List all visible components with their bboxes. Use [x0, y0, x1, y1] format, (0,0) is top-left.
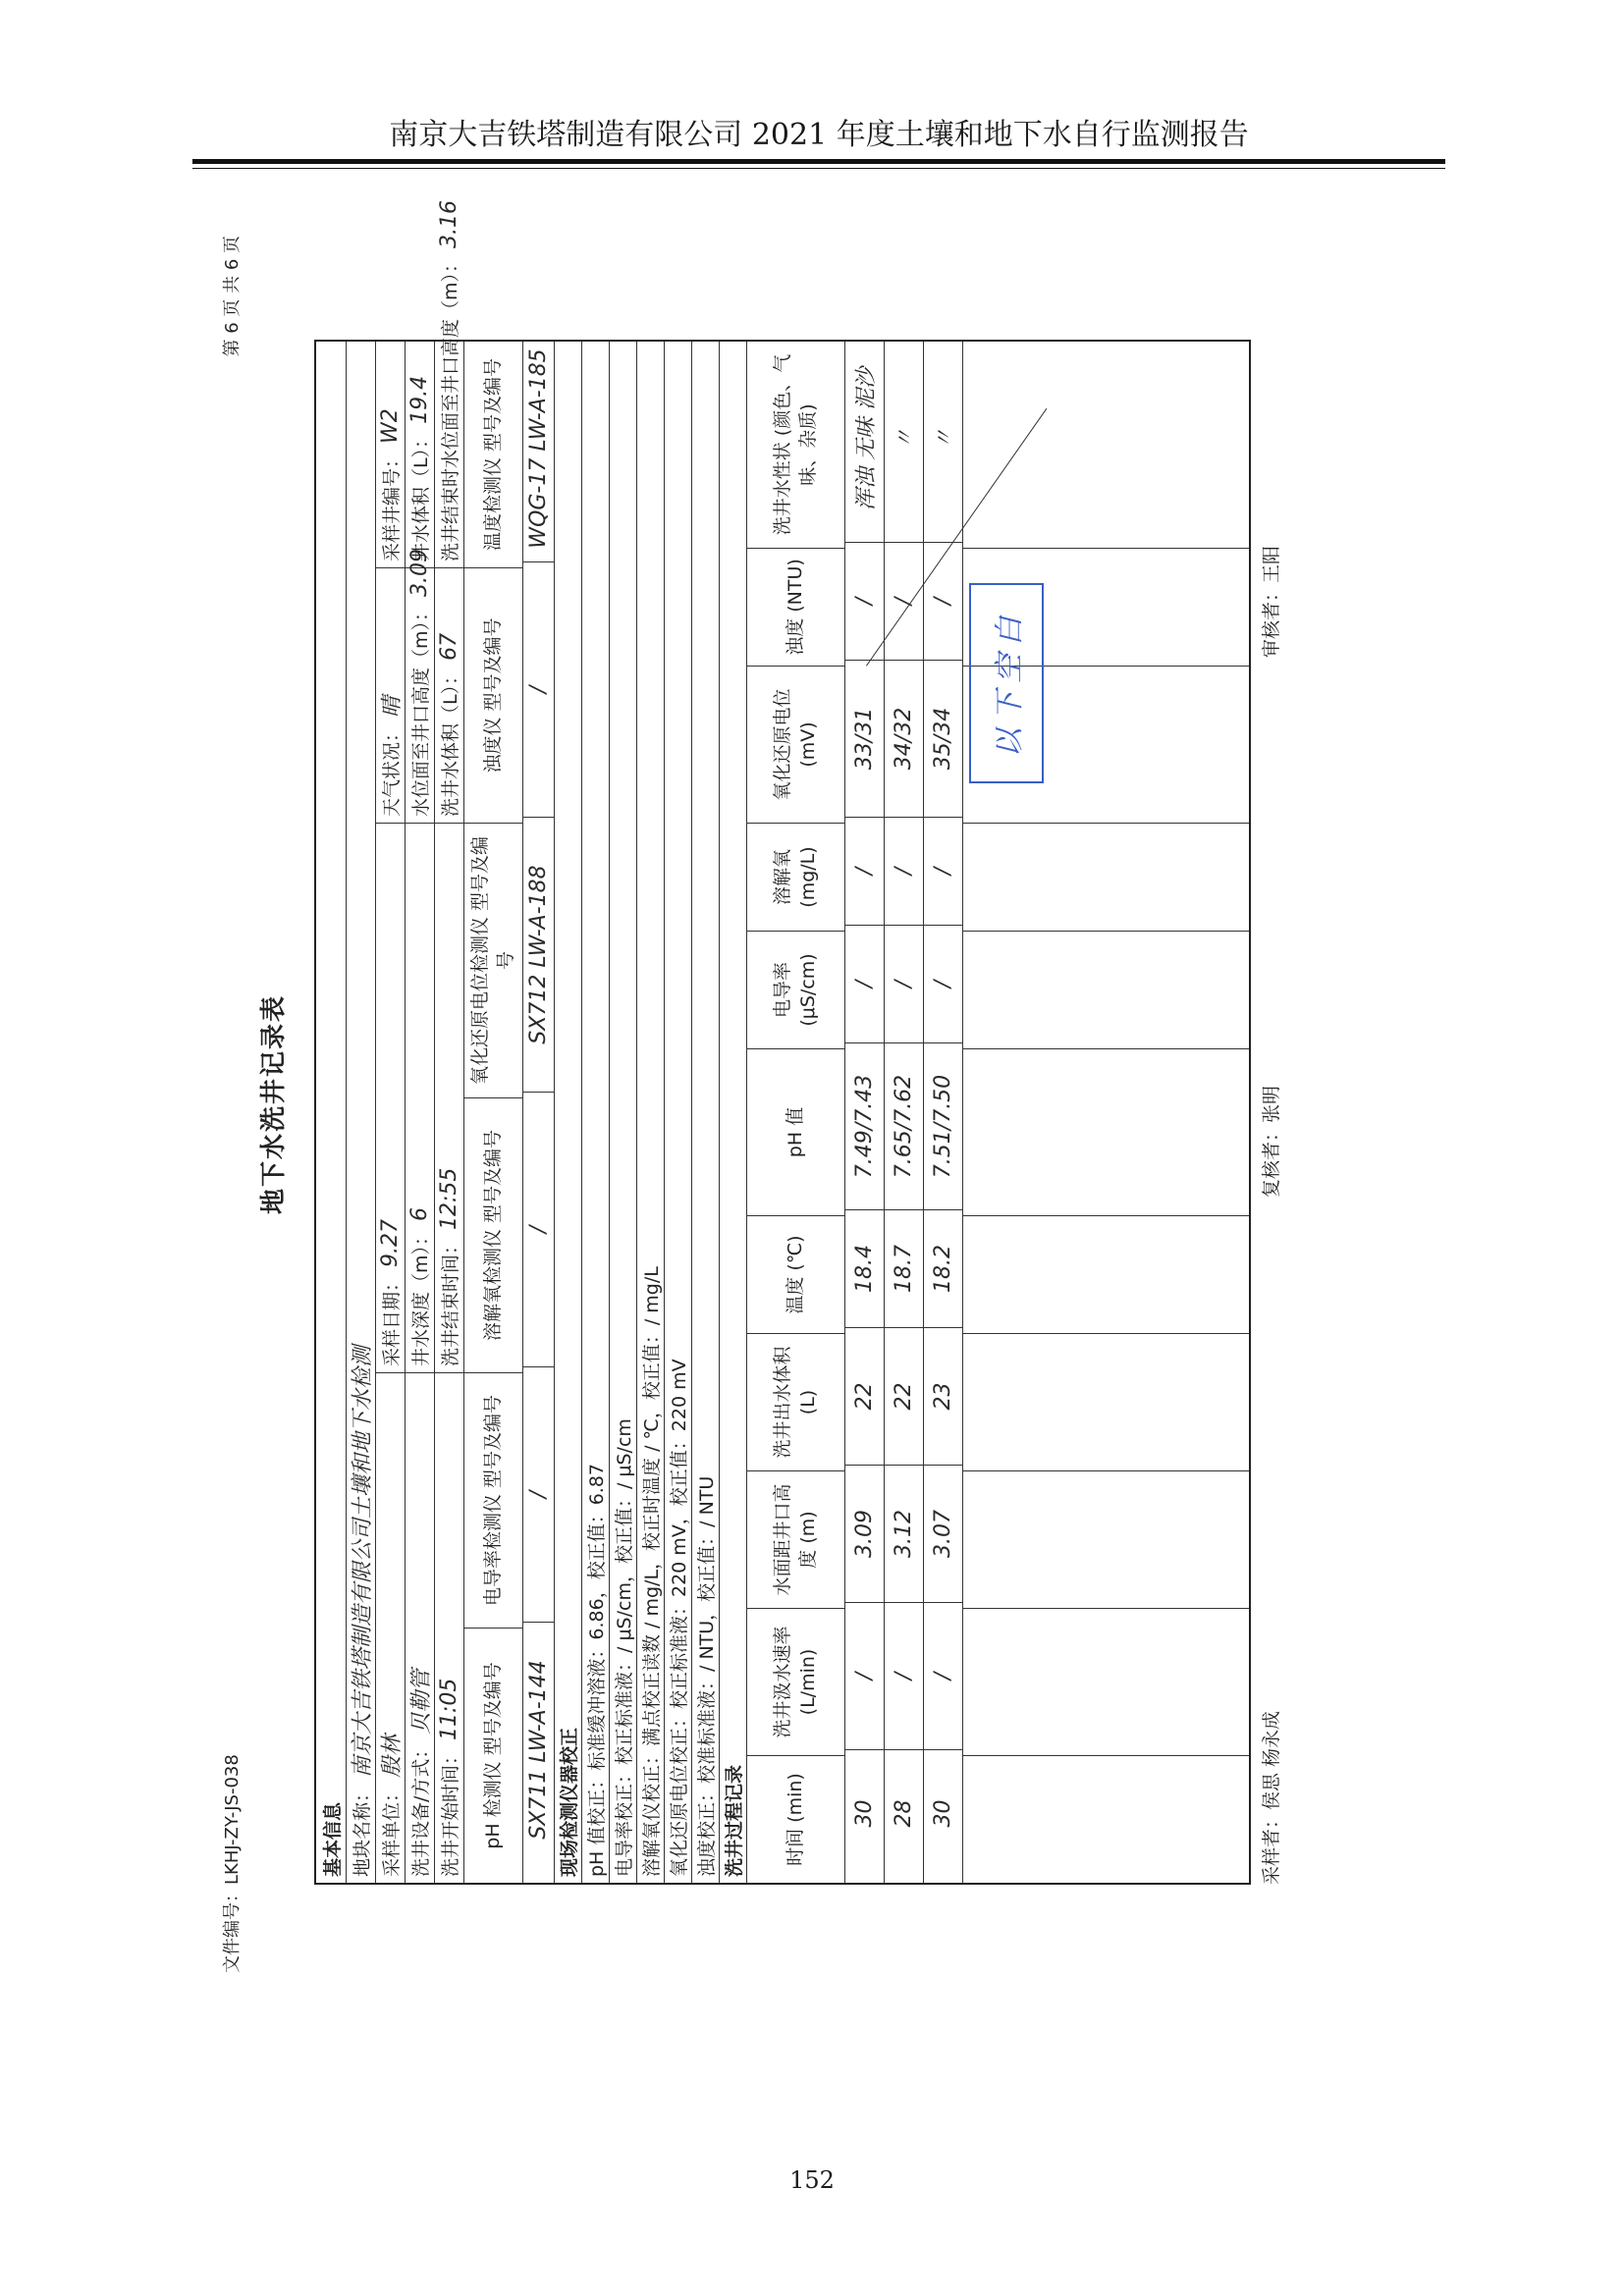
report-header-title: 南京大吉铁塔制造有限公司 2021 年度土壤和地下水自行监测报告	[389, 118, 1249, 152]
water-to-top	[405, 549, 434, 823]
cell-orp: 35/34	[923, 660, 962, 817]
do-instrument-value: /	[522, 1092, 554, 1366]
well-id-value: W2	[377, 408, 403, 444]
well-volume-value: 19.4	[406, 375, 432, 424]
cell-appearance: 浑浊 无味 泥沙	[853, 367, 879, 510]
sampling-unit	[375, 1372, 405, 1883]
well-volume	[405, 342, 434, 567]
cell-water-height: 3.09	[844, 1465, 884, 1602]
cell-temp: 18.2	[923, 1209, 962, 1327]
col-temp: 温度 (℃)	[746, 1215, 844, 1333]
calib-cond-row	[609, 342, 637, 1883]
cell-do: /	[884, 817, 923, 925]
cell-time: 30	[923, 1749, 962, 1877]
cond-instrument-value: /	[522, 1366, 554, 1622]
cell-turb: /	[844, 542, 884, 660]
end-water-value: 3.16	[436, 200, 461, 248]
plot-name	[346, 342, 375, 1883]
washing-record-table	[314, 200, 1251, 1885]
date-value: 9.27	[377, 1219, 403, 1267]
washing-equipment	[405, 1372, 434, 1883]
cell-ph: 7.51/7.50	[923, 1042, 962, 1209]
cell-do: /	[923, 817, 962, 925]
col-out-volume: 洗井出水体积 (L)	[746, 1333, 844, 1470]
unit-label: 采样单位：	[380, 1783, 403, 1877]
equip-value: 贝勒管	[408, 1669, 434, 1735]
wash-volume	[434, 567, 463, 823]
table-row	[884, 342, 924, 1883]
col-ph: pH 值	[746, 1048, 844, 1215]
cell-water-height: 3.07	[923, 1465, 962, 1602]
cell-cond: /	[844, 925, 884, 1042]
calib-cond: 电导率校正：校正标准液：/ μS/cm，校正值：/ μS/cm	[613, 1418, 635, 1877]
auditor-signature: 审核者：王阳	[1261, 545, 1282, 658]
cell-appearance: 〃	[893, 428, 918, 451]
turb-instrument-header: 浊度仪 型号及编号	[463, 567, 522, 823]
unit-value: 殷林	[379, 1734, 405, 1778]
rotated-form	[216, 200, 1282, 1983]
do-instrument-header: 溶解氧检测仪 型号及编号	[463, 1097, 522, 1372]
cell-temp: 18.4	[844, 1209, 884, 1327]
calib-ph-row	[581, 342, 610, 1883]
weather-label: 天气状况：	[380, 722, 403, 817]
form-title: 地下水洗井记录表	[259, 994, 289, 1215]
col-appearance: 洗井水性状 (颜色、气味、杂质)	[772, 353, 819, 536]
section-process-row	[719, 342, 747, 1883]
blank-cell	[962, 1215, 1249, 1333]
cell-turb: /	[884, 542, 923, 660]
temp-instrument-value: WQG-17 LW-A-185	[525, 348, 551, 549]
wash-volume-value: 67	[436, 632, 461, 661]
blank-cell	[962, 1048, 1249, 1215]
end-water-label: 洗井结束时水位面至井口高度（m）：	[439, 253, 461, 561]
temp-instrument-header: 温度检测仪 型号及编号	[482, 357, 504, 552]
cell-orp: 34/32	[884, 660, 923, 817]
cell-pump-rate: /	[844, 1602, 884, 1749]
end-water-level	[434, 200, 463, 567]
cell-out-volume: 22	[884, 1327, 923, 1465]
cell-ph: 7.49/7.43	[844, 1042, 884, 1209]
blank-cell	[962, 1470, 1249, 1608]
sampling-date	[375, 823, 405, 1372]
wash-start	[434, 1372, 463, 1883]
calib-ph: pH 值校正：标准缓冲溶液：6.86，校正值：6.87	[585, 1464, 608, 1877]
orp-instrument-header: 氧化还原电位检测仪 型号及编号	[463, 823, 522, 1097]
blank-below-stamp: 以下空白	[969, 583, 1044, 783]
equipment-row	[405, 342, 435, 1883]
cell-time: 28	[884, 1749, 923, 1877]
weather	[375, 567, 405, 823]
cell-temp: 18.7	[884, 1209, 923, 1327]
cell-out-volume: 23	[923, 1327, 962, 1465]
cell-water-height: 3.12	[884, 1465, 923, 1602]
end-value: 12:55	[436, 1167, 461, 1230]
blank-cell	[962, 823, 1249, 931]
start-value: 11:05	[436, 1678, 461, 1740]
blank-cell	[962, 1608, 1249, 1755]
well-volume-label: 井水体积（L）：	[409, 429, 432, 561]
col-orp: 氧化还原电位 (mV)	[746, 666, 844, 823]
wash-end	[434, 823, 463, 1372]
section-basic-row	[316, 342, 347, 1883]
instrument-value-row	[522, 342, 555, 1883]
calib-orp: 氧化还原电位校正：校正标准液：220 mV，校正值：220 mV	[668, 1359, 690, 1877]
ph-instrument-header: pH 检测仪 型号及编号	[463, 1628, 522, 1883]
orp-instrument-value: SX712 LW-A-188	[522, 817, 554, 1092]
start-label: 洗井开始时间：	[439, 1745, 461, 1877]
cell-appearance: 〃	[932, 428, 957, 451]
col-water-height: 水面距井口高度 (m)	[746, 1470, 844, 1608]
well-depth	[405, 823, 434, 1372]
water-to-top-label: 水位面至井口高度（m）：	[409, 602, 432, 817]
calib-turb-row	[691, 342, 720, 1883]
cell-cond: /	[923, 925, 962, 1042]
cell-orp: 33/31	[844, 660, 884, 817]
calib-orp-row	[664, 342, 692, 1883]
section-calib-row	[554, 342, 582, 1883]
depth-label: 井水深度（m）：	[409, 1226, 432, 1366]
reviewer-signature: 复核者：张明	[1261, 1085, 1282, 1198]
col-pump-rate: 洗井汲水速率 (L/min)	[746, 1608, 844, 1755]
header-rule-thin	[192, 168, 1445, 169]
cell-out-volume: 22	[844, 1327, 884, 1465]
cell-time: 30	[844, 1749, 884, 1877]
col-turb: 浊度 (NTU)	[746, 548, 844, 666]
plot-label: 地块名称：	[351, 1783, 373, 1877]
document-number: 文件编号：LKHJ-ZY-JS-038	[222, 1754, 243, 1973]
blank-cell	[962, 931, 1249, 1048]
page-info: 第 6 页 共 6 页	[222, 236, 243, 357]
header-rule-thick	[192, 159, 1445, 164]
cell-ph: 7.65/7.62	[884, 1042, 923, 1209]
cell-pump-rate: /	[923, 1602, 962, 1749]
blank-area	[962, 342, 1249, 1883]
turb-instrument-value: /	[522, 561, 554, 817]
cell-turb: /	[923, 542, 962, 660]
col-cond: 电导率 (μS/cm)	[746, 931, 844, 1048]
cell-pump-rate: /	[884, 1602, 923, 1749]
cell-cond: /	[884, 925, 923, 1042]
sampler-signature: 采样者：侯思 杨永成	[1261, 1710, 1282, 1885]
cell-do: /	[844, 817, 884, 925]
page-number: 152	[789, 2166, 835, 2194]
calib-do-row	[636, 342, 665, 1883]
weather-value: 晴	[379, 695, 405, 718]
section-process: 洗井过程记录	[723, 1764, 745, 1877]
blank-cell	[962, 1333, 1249, 1470]
section-calib: 现场检测仪器校正	[558, 1727, 580, 1877]
col-time: 时间 (min)	[746, 1755, 844, 1883]
equip-label: 洗井设备/方式：	[409, 1739, 432, 1877]
instrument-header-row	[463, 342, 523, 1883]
section-basic: 基本信息	[321, 1801, 344, 1877]
wash-volume-label: 洗井水体积（L）：	[439, 666, 461, 817]
time-row	[434, 200, 464, 1883]
calib-do: 溶解氧仪校正：满点校正读数 / mg/L，校正时温度 / ℃，校正值：/ mg/L	[640, 1266, 663, 1877]
well-id-label: 采样井编号：	[380, 449, 403, 561]
unit-row	[375, 342, 406, 1883]
col-do: 溶解氧 (mg/L)	[746, 823, 844, 931]
plot-row	[346, 342, 376, 1883]
date-label: 采样日期：	[380, 1272, 403, 1366]
blank-cell	[962, 1755, 1249, 1883]
table-row	[844, 342, 885, 1883]
well-id	[375, 342, 405, 567]
plot-value: 南京大吉铁塔制造有限公司土壤和地下水检测	[350, 1345, 375, 1778]
ph-instrument-value: SX711 LW-A-144	[522, 1622, 554, 1877]
calib-turb: 浊度校正：校准标准液：/ NTU，校正值：/ NTU	[695, 1475, 718, 1877]
table-row	[923, 342, 963, 1883]
blank-cell	[962, 342, 1249, 548]
signature-row	[1257, 344, 1282, 1885]
end-label: 洗井结束时间：	[439, 1235, 461, 1366]
cond-instrument-header: 电导率检测仪 型号及编号	[463, 1372, 522, 1628]
process-header-row	[746, 342, 845, 1883]
water-to-top-value: 3.09	[406, 549, 432, 597]
depth-value: 6	[406, 1206, 432, 1221]
